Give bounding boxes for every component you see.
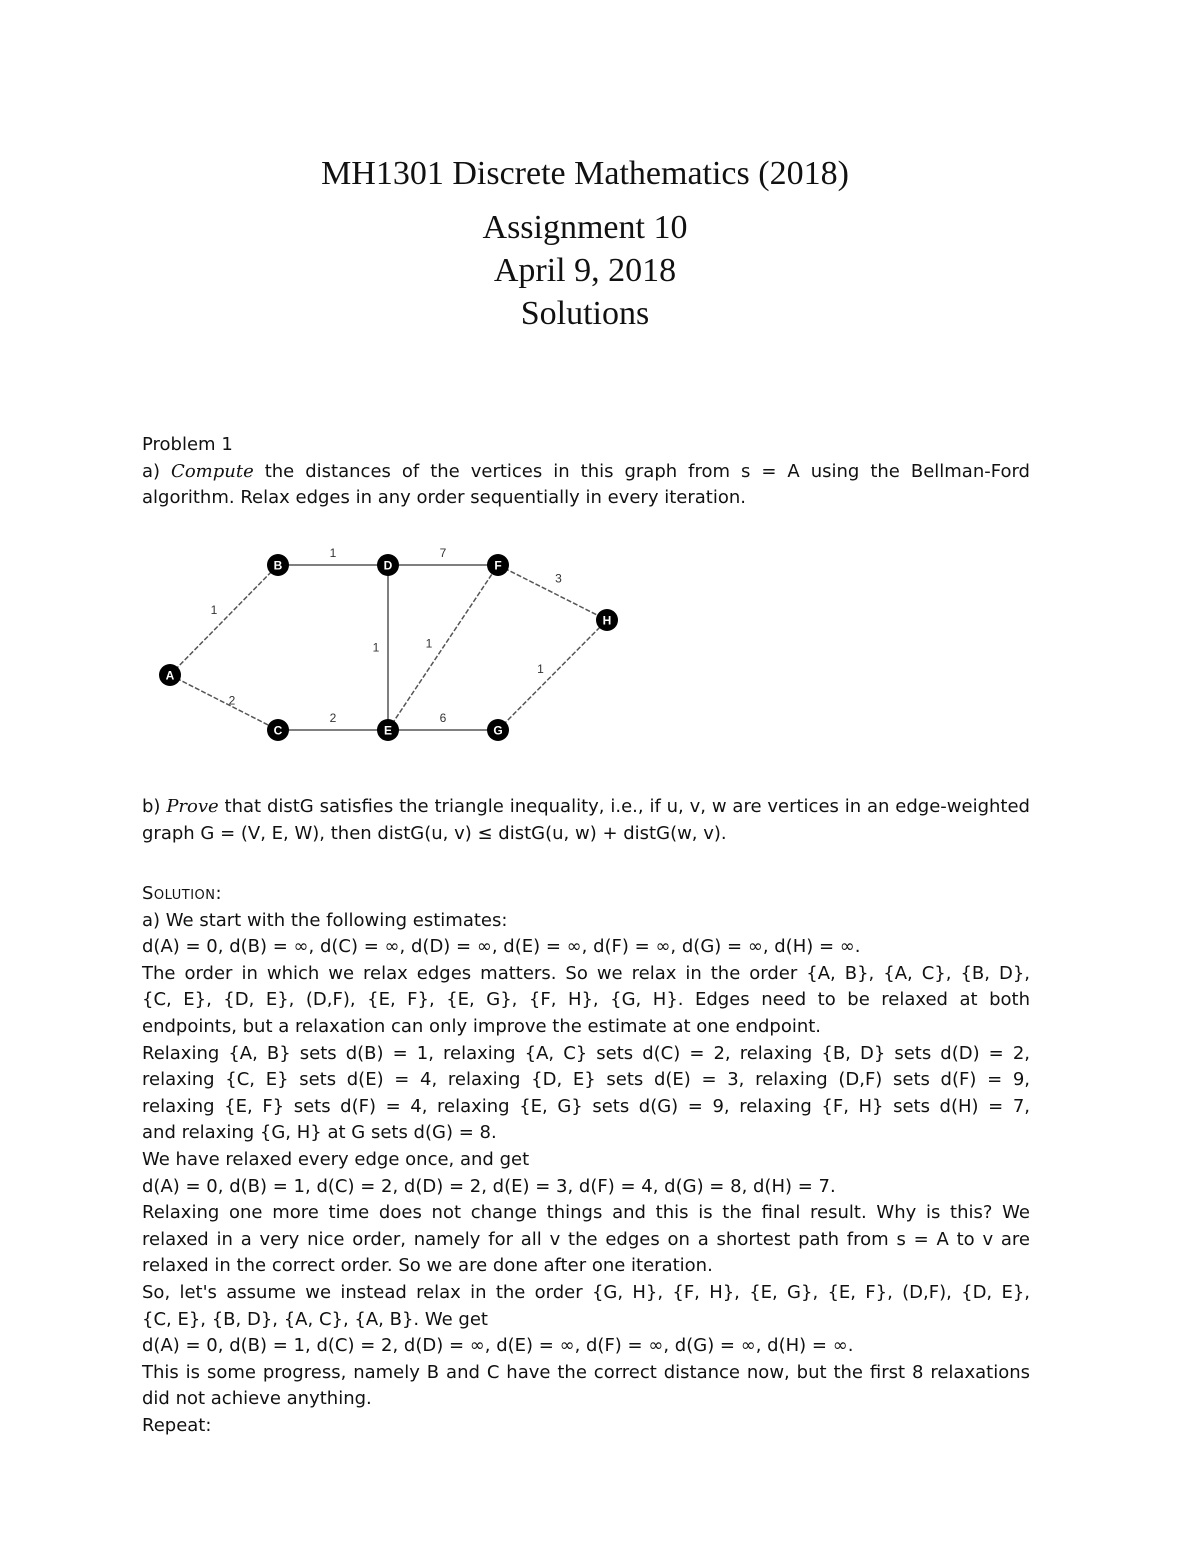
node-label: B (273, 558, 283, 573)
node-b (267, 554, 289, 576)
part-a-label: a) (142, 460, 161, 482)
edge-weight-e-g: 6 (439, 711, 447, 725)
node-label: H (602, 613, 612, 628)
edge-weight-f-h: 3 (555, 571, 562, 586)
graph-edges (170, 565, 607, 730)
node-c (267, 719, 289, 741)
edge-a-b (170, 565, 278, 675)
solution-line: relaxing {C, E} sets d(E) = 4, relaxing {D, E} sets d(E) = 3, relaxing (D,F) sets d(F) = 9, (142, 1069, 1030, 1091)
solution-body (142, 908, 1030, 1440)
solution-line: Relaxing {A, B} sets d(B) = 1, relaxing {A, C} sets d(C) = 2, relaxing {B, D} sets d(D) = 2, (142, 1042, 1030, 1064)
solution-line: d(A) = 0, d(B) = 1, d(C) = 2, d(D) = 2, d(E) = 3, d(F) = 4, d(G) = 8, d(H) = 7. (142, 1175, 836, 1197)
edge-weight-a-b: 1 (210, 603, 218, 617)
node-f (487, 554, 509, 576)
solution-line: Relaxing one more time does not change things and this is the final result. Why is this? We (142, 1202, 1030, 1224)
part-b-text: that distG satisfies the triangle inequality, i.e., if u, v, w are vertices in an edge-weighted (224, 796, 1030, 817)
problem-b-statement (142, 794, 1030, 847)
solution-line: relaxing {E, F} sets d(F) = 4, relaxing {E, G} sets d(G) = 9, relaxing {F, H} sets d(H) = 7, (142, 1095, 1030, 1117)
edge-weight-b-d: 1 (329, 546, 337, 560)
node-label: D (383, 558, 393, 573)
part-b-label: b) (142, 796, 161, 817)
node-h (596, 609, 618, 631)
solution-line: and relaxing {G, H} at G sets d(G) = 8. (142, 1122, 497, 1144)
solution-line: Repeat: (142, 1414, 212, 1436)
node-label: F (494, 558, 502, 573)
edge-weight-g-h: 1 (537, 662, 544, 676)
part-a-text: the distances of the vertices in this graph from s = A using the Bellman-Ford (264, 460, 1030, 482)
solution-line: endpoints, but a relaxation can only improve the estimate at one endpoint. (142, 1015, 822, 1037)
node-label: E (383, 723, 393, 738)
solution-line: The order in which we relax edges matters. So we relax in the order {A, B}, {A, C}, {B, D}, (142, 962, 1030, 984)
node-a (159, 664, 181, 686)
part-a-line-2: algorithm. Relax edges in any order sequentially in every iteration. (142, 487, 746, 509)
node-d (377, 554, 399, 576)
edge-weight-a-c: 2 (228, 693, 236, 708)
solution-line: did not achieve anything. (142, 1388, 372, 1410)
weighted-graph-figure (150, 540, 630, 750)
edge-a-c (170, 675, 278, 730)
solution-line: {C, E}, {B, D}, {A, C}, {A, B}. We get (142, 1308, 488, 1330)
node-label: C (273, 723, 283, 738)
solution-line: relaxed in the correct order. So we are done after one iteration. (142, 1255, 713, 1277)
node-label: A (165, 668, 175, 683)
edge-weight-c-e: 2 (329, 711, 337, 725)
node-label: G (493, 723, 503, 738)
solution-line: d(A) = 0, d(B) = 1, d(C) = 2, d(D) = ∞, d(E) = ∞, d(F) = ∞, d(G) = ∞, d(H) = ∞. (142, 1335, 854, 1357)
course-title: MH1301 Discrete Mathematics (2018) (321, 155, 849, 192)
solution-section (142, 881, 1030, 1439)
edge-weight-d-f: 7 (439, 546, 447, 560)
edge-g-h (498, 620, 607, 730)
assignment-title: Assignment 10 (482, 209, 688, 246)
part-a-verb: Compute (171, 460, 254, 482)
solution-line: {C, E}, {D, E}, (D,F), {E, F}, {E, G}, {F, H}, {G, H}. Edges need to be relaxed at both (142, 989, 1030, 1011)
edge-f-h (498, 565, 607, 620)
node-g (487, 719, 509, 741)
solutions-subtitle: Solutions (520, 295, 650, 332)
node-e (377, 719, 399, 741)
solution-line: We have relaxed every edge once, and get (142, 1148, 530, 1170)
part-a-line-1 (142, 459, 1030, 486)
edge-weight-d-e: 1 (372, 640, 380, 655)
part-b-line-1 (142, 794, 1030, 821)
problem-heading: Problem 1 (142, 434, 233, 455)
part-b-line-2: graph G = (V, E, W), then distG(u, v) ≤ distG(u, w) + distG(w, v). (142, 822, 727, 844)
solution-line: a) We start with the following estimates: (142, 909, 508, 931)
solution-line: d(A) = 0, d(B) = ∞, d(C) = ∞, d(D) = ∞, d(E) = ∞, d(F) = ∞, d(G) = ∞, d(H) = ∞. (142, 936, 861, 958)
solution-heading: Solution: (142, 883, 223, 904)
part-b-verb: Prove (166, 796, 219, 817)
solution-line: This is some progress, namely B and C have the correct distance now, but the first 8 relaxations (142, 1361, 1030, 1383)
solution-line: So, let's assume we instead relax in the order {G, H}, {F, H}, {E, G}, {E, F}, (D,F), {D, E}, (142, 1281, 1030, 1303)
assignment-date: April 9, 2018 (493, 252, 677, 289)
edge-e-f (388, 565, 498, 730)
problem-statement (142, 432, 1030, 512)
edge-weight-e-f: 1 (425, 636, 433, 651)
solution-line: relaxed in a very nice order, namely for all v the edges on a shortest path from s = A to v are (142, 1228, 1030, 1250)
